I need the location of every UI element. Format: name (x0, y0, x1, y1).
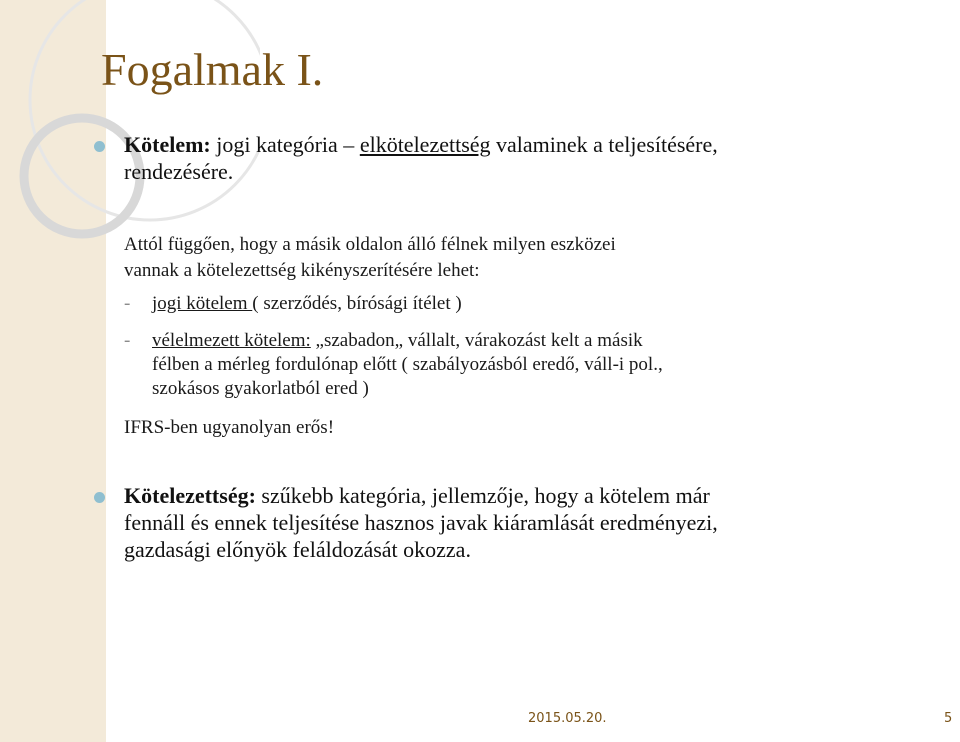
sub-intro-line2: vannak a kötelezettség kikényszerítésére lehet: (124, 260, 480, 281)
bullet-kotelem-text: jogi kategória – (210, 132, 360, 157)
sub-item2-line3: szokásos gyakorlatból ered ) (152, 378, 369, 399)
footer-date: 2015.05.20. (528, 711, 607, 726)
bullet-kotelezettseg (124, 482, 924, 563)
term-elkotelezettseg: elkötelezettség (359, 132, 491, 157)
bullet-kotelezettseg-text: szűkebb kategória, jellemzője, hogy a kötelem már (255, 483, 710, 508)
dash-marker: - (124, 293, 131, 314)
bullet-kotelem-text-end: valaminek a teljesítésére, (490, 132, 718, 157)
slide-title: Fogalmak I. (101, 44, 324, 95)
term-kotelem: Kötelem: (124, 132, 211, 157)
bullet-dot (94, 492, 105, 503)
sub-item-velelmezett-kotelem (124, 329, 663, 401)
page-number: 5 (944, 711, 953, 726)
sub-intro (124, 233, 616, 257)
sub-intro-2 (124, 259, 480, 283)
bullet-kotelezettseg-line3: gazdasági előnyök feláldozását okozza. (124, 537, 471, 562)
term-kotelezettseg: Kötelezettség: (124, 483, 256, 508)
bullet-kotelezettseg-line2: fennáll és ennek teljesítése hasznos javak kiáramlását eredményezi, (124, 510, 718, 535)
dash-marker: - (124, 330, 131, 351)
sub-item2-line2: félben a mérleg fordulónap előtt ( szabályozásból eredő, váll-i pol., (152, 354, 663, 375)
bullet-kotelem-line2: rendezésére. (124, 159, 234, 184)
sub-item-jogi-kotelem (124, 292, 462, 316)
term-jogi-kotelem: jogi kötelem (152, 293, 253, 314)
bullet-kotelem (124, 131, 924, 185)
decorative-ring-small (24, 118, 140, 234)
sub-item1-rest: ( szerződés, bírósági ítélet ) (252, 293, 462, 314)
term-velelmezett-kotelem: vélelmezett kötelem: (152, 330, 311, 351)
sub-item2-rest: „szabadon„ vállalt, várakozást kelt a másik (310, 330, 643, 351)
sub-intro-line1: Attól függően, hogy a másik oldalon álló félnek milyen eszközei (124, 234, 616, 255)
bullet-dot (94, 141, 105, 152)
decorative-ring-large (30, 0, 260, 220)
ifrs-note (124, 416, 334, 440)
ifrs-note-text: IFRS-ben ugyanolyan erős! (124, 417, 335, 438)
